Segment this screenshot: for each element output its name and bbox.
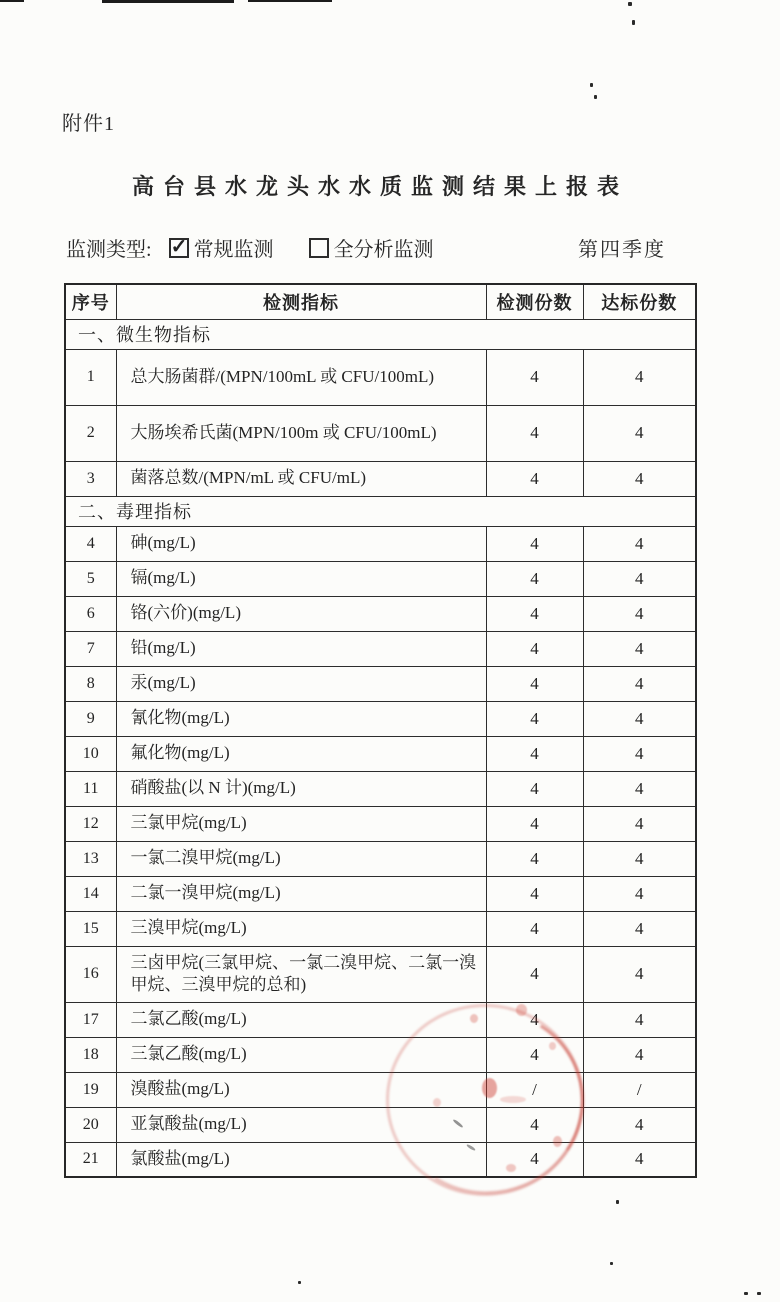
- tested-count-cell: 4: [486, 946, 583, 1002]
- row-number-cell: 9: [65, 701, 116, 736]
- table-row: [65, 771, 696, 806]
- passed-count-cell: 4: [583, 405, 696, 461]
- checkbox-unchecked-icon[interactable]: [309, 238, 329, 258]
- tested-count-cell: 4: [486, 461, 583, 496]
- table-row: [65, 736, 696, 771]
- dust-speck: [628, 2, 632, 6]
- indicator-cell: 溴酸盐(mg/L): [116, 1072, 486, 1107]
- table-row: [65, 405, 696, 461]
- section-title: 二、毒理指标: [65, 496, 696, 526]
- table-header-row: [65, 284, 696, 319]
- table-row: [65, 526, 696, 561]
- passed-count-cell: 4: [583, 876, 696, 911]
- attachment-label: 附件1: [62, 113, 115, 135]
- row-number-cell: 4: [65, 526, 116, 561]
- tested-count-cell: 4: [486, 1037, 583, 1072]
- indicator-cell: 氯酸盐(mg/L): [116, 1142, 486, 1177]
- row-number-cell: 17: [65, 1002, 116, 1037]
- passed-count-cell: 4: [583, 666, 696, 701]
- passed-count-cell: 4: [583, 1037, 696, 1072]
- tested-count-cell: 4: [486, 1142, 583, 1177]
- indicator-cell: 二氯一溴甲烷(mg/L): [116, 876, 486, 911]
- monitoring-results-table: [64, 283, 697, 1178]
- tested-count-cell: 4: [486, 771, 583, 806]
- dust-speck: [590, 83, 593, 87]
- scan-edge-artifact: [248, 0, 332, 2]
- row-number-cell: 3: [65, 461, 116, 496]
- tested-count-cell: /: [486, 1072, 583, 1107]
- section-row: [65, 496, 696, 526]
- tested-count-cell: 4: [486, 349, 583, 405]
- row-number-cell: 19: [65, 1072, 116, 1107]
- table-row: [65, 876, 696, 911]
- table-row: [65, 1072, 696, 1107]
- full-analysis-label: 全分析监测: [333, 239, 434, 261]
- passed-count-cell: 4: [583, 841, 696, 876]
- row-number-cell: 11: [65, 771, 116, 806]
- indicator-cell: 三氯乙酸(mg/L): [116, 1037, 486, 1072]
- dust-speck: [744, 1292, 748, 1295]
- regular-monitoring-label: 常规监测: [193, 239, 274, 261]
- header-passed-count: 达标份数: [583, 284, 696, 319]
- passed-count-cell: 4: [583, 946, 696, 1002]
- row-number-cell: 2: [65, 405, 116, 461]
- dust-speck: [632, 20, 635, 25]
- tested-count-cell: 4: [486, 806, 583, 841]
- tested-count-cell: 4: [486, 1002, 583, 1037]
- dust-speck: [610, 1262, 613, 1265]
- indicator-cell: 三溴甲烷(mg/L): [116, 911, 486, 946]
- passed-count-cell: 4: [583, 461, 696, 496]
- header-seq-no: 序号: [65, 284, 116, 319]
- passed-count-cell: 4: [583, 911, 696, 946]
- tested-count-cell: 4: [486, 596, 583, 631]
- indicator-cell: 菌落总数/(MPN/mL 或 CFU/mL): [116, 461, 486, 496]
- row-number-cell: 1: [65, 349, 116, 405]
- indicator-cell: 铅(mg/L): [116, 631, 486, 666]
- scan-edge-artifact: [0, 0, 24, 2]
- tested-count-cell: 4: [486, 526, 583, 561]
- table-row: [65, 1142, 696, 1177]
- tested-count-cell: 4: [486, 631, 583, 666]
- table-row: [65, 806, 696, 841]
- dust-speck: [757, 1292, 761, 1295]
- dust-speck: [298, 1281, 301, 1284]
- table-row: [65, 596, 696, 631]
- table-row: [65, 1037, 696, 1072]
- header-indicator: 检测指标: [116, 284, 486, 319]
- monitor-type-label: 监测类型:: [66, 239, 152, 261]
- scan-edge-artifact: [102, 0, 234, 3]
- monitor-type-line: [66, 233, 714, 262]
- tested-count-cell: 4: [486, 666, 583, 701]
- row-number-cell: 16: [65, 946, 116, 1002]
- row-number-cell: 15: [65, 911, 116, 946]
- indicator-cell: 总大肠菌群/(MPN/100mL 或 CFU/100mL): [116, 349, 486, 405]
- passed-count-cell: 4: [583, 596, 696, 631]
- table-row: [65, 461, 696, 496]
- row-number-cell: 13: [65, 841, 116, 876]
- table-row: [65, 349, 696, 405]
- row-number-cell: 10: [65, 736, 116, 771]
- passed-count-cell: 4: [583, 1142, 696, 1177]
- row-number-cell: 18: [65, 1037, 116, 1072]
- checkbox-regular-monitoring[interactable]: [169, 239, 279, 261]
- indicator-cell: 硝酸盐(以 N 计)(mg/L): [116, 771, 486, 806]
- passed-count-cell: 4: [583, 526, 696, 561]
- table-row: [65, 631, 696, 666]
- section-title: 一、微生物指标: [65, 319, 696, 349]
- passed-count-cell: 4: [583, 736, 696, 771]
- row-number-cell: 8: [65, 666, 116, 701]
- tested-count-cell: 4: [486, 736, 583, 771]
- tested-count-cell: 4: [486, 876, 583, 911]
- tested-count-cell: 4: [486, 841, 583, 876]
- passed-count-cell: /: [583, 1072, 696, 1107]
- passed-count-cell: 4: [583, 1107, 696, 1142]
- section-row: [65, 319, 696, 349]
- table-row: [65, 946, 696, 1002]
- page-title: 高台县水龙头水水质监测结果上报表: [131, 174, 628, 199]
- passed-count-cell: 4: [583, 1002, 696, 1037]
- tested-count-cell: 4: [486, 561, 583, 596]
- header-tested-count: 检测份数: [486, 284, 583, 319]
- checkbox-checked-icon[interactable]: [169, 238, 189, 258]
- dust-speck: [594, 95, 597, 99]
- passed-count-cell: 4: [583, 771, 696, 806]
- table-row: [65, 1107, 696, 1142]
- row-number-cell: 14: [65, 876, 116, 911]
- indicator-cell: 氟化物(mg/L): [116, 736, 486, 771]
- indicator-cell: 大肠埃希氏菌(MPN/100m 或 CFU/100mL): [116, 405, 486, 461]
- indicator-cell: 砷(mg/L): [116, 526, 486, 561]
- checkbox-full-analysis-monitoring[interactable]: [309, 239, 434, 261]
- table-row: [65, 841, 696, 876]
- row-number-cell: 21: [65, 1142, 116, 1177]
- indicator-cell: 氰化物(mg/L): [116, 701, 486, 736]
- indicator-cell: 亚氯酸盐(mg/L): [116, 1107, 486, 1142]
- indicator-cell: 三卤甲烷(三氯甲烷、一氯二溴甲烷、二氯一溴甲烷、三溴甲烷的总和): [116, 946, 486, 1002]
- passed-count-cell: 4: [583, 701, 696, 736]
- table-row: [65, 561, 696, 596]
- table-row: [65, 701, 696, 736]
- quarter-label: 第四季度: [578, 239, 666, 261]
- row-number-cell: 20: [65, 1107, 116, 1142]
- indicator-cell: 一氯二溴甲烷(mg/L): [116, 841, 486, 876]
- table-row: [65, 666, 696, 701]
- indicator-cell: 二氯乙酸(mg/L): [116, 1002, 486, 1037]
- indicator-cell: 三氯甲烷(mg/L): [116, 806, 486, 841]
- row-number-cell: 7: [65, 631, 116, 666]
- passed-count-cell: 4: [583, 561, 696, 596]
- passed-count-cell: 4: [583, 631, 696, 666]
- tested-count-cell: 4: [486, 405, 583, 461]
- tested-count-cell: 4: [486, 911, 583, 946]
- passed-count-cell: 4: [583, 349, 696, 405]
- tested-count-cell: 4: [486, 701, 583, 736]
- row-number-cell: 5: [65, 561, 116, 596]
- dust-speck: [616, 1200, 619, 1204]
- indicator-cell: 汞(mg/L): [116, 666, 486, 701]
- row-number-cell: 12: [65, 806, 116, 841]
- tested-count-cell: 4: [486, 1107, 583, 1142]
- table-row: [65, 1002, 696, 1037]
- table-row: [65, 911, 696, 946]
- indicator-cell: 铬(六价)(mg/L): [116, 596, 486, 631]
- indicator-cell: 镉(mg/L): [116, 561, 486, 596]
- passed-count-cell: 4: [583, 806, 696, 841]
- row-number-cell: 6: [65, 596, 116, 631]
